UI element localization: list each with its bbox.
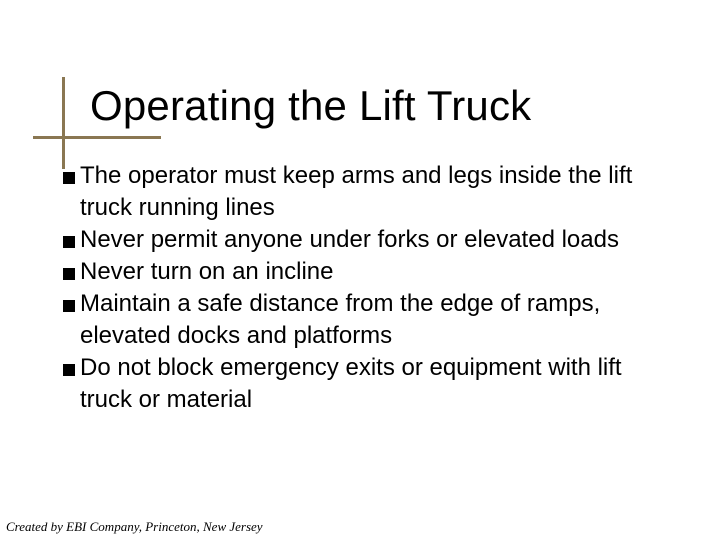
square-bullet-icon — [63, 268, 75, 280]
square-bullet-icon — [63, 300, 75, 312]
decorative-horizontal-line — [33, 136, 161, 139]
decorative-vertical-line — [62, 77, 65, 169]
bullet-item — [61, 256, 661, 288]
square-bullet-icon — [63, 172, 75, 184]
bullet-list — [61, 160, 661, 416]
bullet-item — [61, 160, 661, 224]
bullet-item — [61, 288, 661, 352]
bullet-text: Never turn on an incline — [80, 258, 334, 285]
square-bullet-icon — [63, 236, 75, 248]
bullet-text: Do not block emergency exits or equipment with lift truck or material — [80, 354, 622, 413]
square-bullet-icon — [63, 364, 75, 376]
bullet-item — [61, 224, 661, 256]
bullet-text: Never permit anyone under forks or elevated loads — [80, 226, 619, 253]
bullet-item — [61, 352, 661, 416]
slide-title: Operating the Lift Truck — [90, 82, 532, 129]
footer-credit: Created by EBI Company, Princeton, New Jersey — [6, 519, 263, 534]
bullet-text: The operator must keep arms and legs inside the lift truck running lines — [80, 162, 633, 221]
bullet-text: Maintain a safe distance from the edge of ramps, elevated docks and platforms — [80, 290, 601, 349]
